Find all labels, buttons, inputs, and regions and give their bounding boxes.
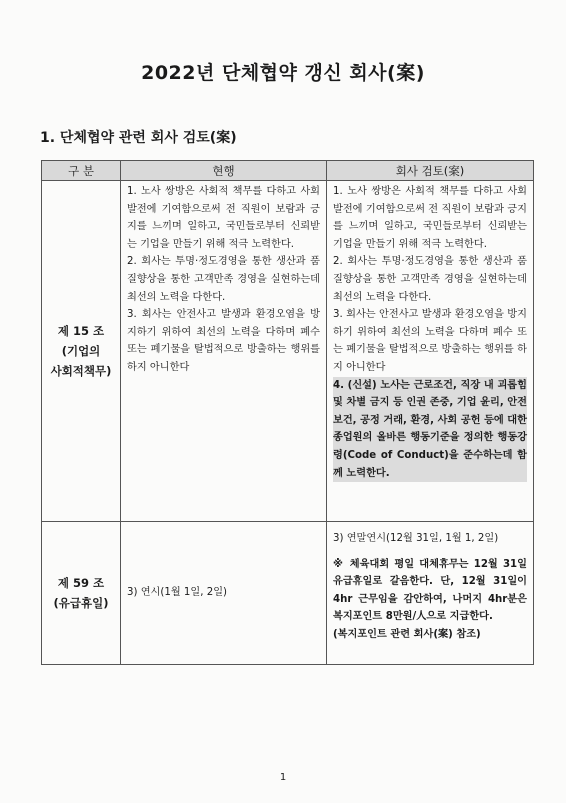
- note-paragraph: ※ 체육대회 평일 대체휴무는 12월 31일 유급휴일로 갈음한다. 단, 12월 31일이 4hr 근무임을 감안하여, 나머지 4hr분은 복지포인트 8만원/人으로 지급한다.: [333, 558, 527, 623]
- table-row: [42, 522, 534, 665]
- current-text-article-15: [121, 181, 327, 522]
- clause-paragraph: 1. 노사 쌍방은 사회적 책무를 다하고 사회발전에 기여함으로써 전 직원이 보람과 긍지를 느끼며 일하고, 국민들로부터 신뢰받는 기업을 만들기 위해 적극 노력한다.: [333, 186, 527, 250]
- section-title: 1. 단체협약 관련 회사 검토(案): [40, 130, 237, 146]
- table-header-row: [42, 161, 534, 181]
- header-category: 구 분: [42, 161, 121, 181]
- clause-paragraph: 3. 회사는 안전사고 발생과 환경오염을 방지하기 위하여 최선의 노력을 다하며 폐수 또는 폐기물을 탈법적으로 방출하는 행위를 하지 아니한다: [333, 309, 527, 373]
- header-current: 현행: [121, 161, 327, 181]
- clause-paragraph: 3) 연말연시(12월 31일, 1월 1, 2일): [333, 533, 499, 544]
- row-label-article-59: 제 59 조 (유급휴일): [42, 522, 121, 665]
- table-row: [42, 181, 534, 522]
- clause-paragraph: 2. 회사는 투명·정도경영을 통한 생산과 품질향상을 통한 고객만족 경영을 실현하는데 최선의 노력을 다한다.: [333, 256, 527, 303]
- reference-paragraph: (복지포인트 관련 회사(案) 참조): [333, 628, 481, 640]
- row-label-article-15: 제 15 조 (기업의 사회적책무): [42, 181, 121, 522]
- clause-paragraph: 3) 연시(1월 1일, 2일): [127, 587, 228, 599]
- new-clause-highlight: 4. (신설) 노사는 근로조건, 직장 내 괴롭힘 및 차별 금지 등 인권 존중, 기업 윤리, 안전 보건, 공정 거래, 환경, 사회 공헌 등에 대한 종업원의 올바른 행동기준을 정의한 행동강령(Code of Conduct)을 준수하는데 함께 노력한다.: [333, 377, 527, 483]
- proposed-text-article-15: [327, 181, 534, 522]
- page-number: 1: [279, 772, 287, 783]
- current-text-article-59: [121, 522, 327, 665]
- proposed-text-article-59: [327, 522, 534, 665]
- header-proposed: 회사 검토(案): [327, 161, 534, 181]
- comparison-table: [41, 160, 534, 665]
- clause-paragraph: 2. 회사는 투명·정도경영을 통한 생산과 품질향상을 통한 고객만족 경영을 실현하는데 최선의 노력을 다한다.: [127, 256, 320, 303]
- clause-paragraph: 3. 회사는 안전사고 발생과 환경오염을 방지하기 위하여 최선의 노력을 다하며 폐수 또는 폐기물을 탈법적으로 방출하는 행위를 하지 아니한다: [127, 309, 320, 373]
- clause-paragraph: 1. 노사 쌍방은 사회적 책무를 다하고 사회발전에 기여함으로써 전 직원이 보람과 긍지를 느끼며 일하고, 국민들로부터 신뢰받는 기업을 만들기 위해 적극 노력한다.: [127, 186, 320, 250]
- document-title: 2022년 단체협약 갱신 회사(案): [141, 62, 425, 84]
